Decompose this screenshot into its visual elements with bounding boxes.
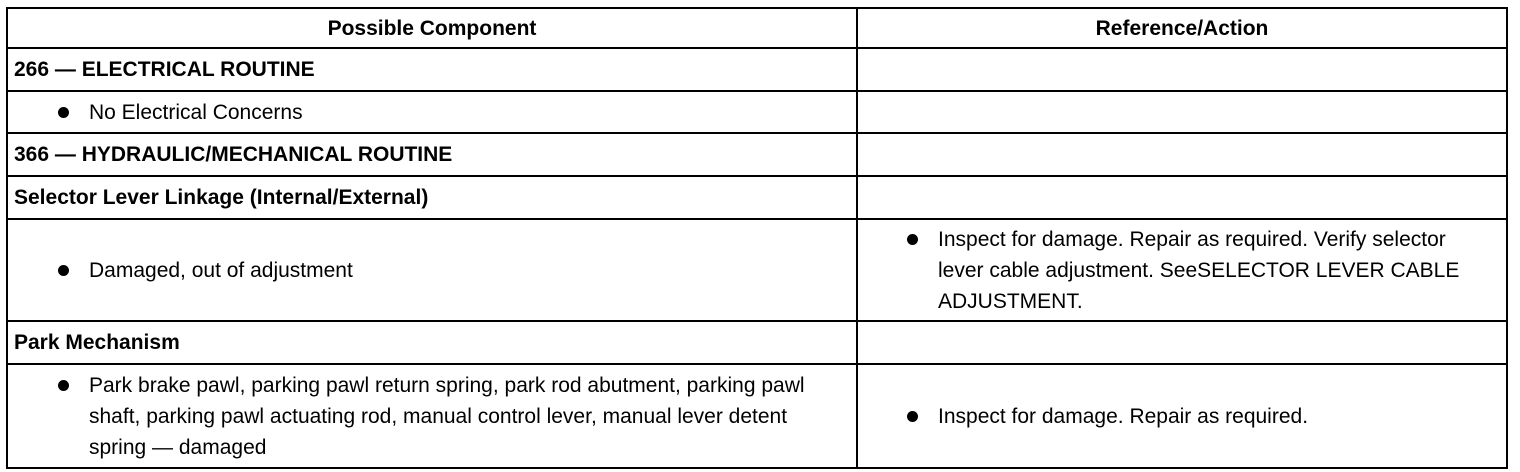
action-cell	[857, 133, 1507, 176]
table-row	[7, 364, 1507, 468]
component-cell	[7, 364, 857, 468]
component-text: No Electrical Concerns	[89, 100, 303, 124]
section-title: Selector Lever Linkage (Internal/External)	[7, 176, 857, 219]
bullet-icon	[907, 411, 918, 422]
action-cell	[857, 176, 1507, 219]
header-reference-action: Reference/Action	[857, 8, 1507, 48]
table-row	[7, 219, 1507, 321]
component-cell	[7, 91, 857, 133]
action-cell	[857, 48, 1507, 91]
action-text: Inspect for damage. Repair as required. Verify selector lever cable adjustment. SeeSELECTOR LEVER CABLE ADJUSTMENT.	[938, 227, 1460, 313]
bullet-icon	[58, 107, 69, 118]
bullet-icon	[58, 380, 69, 391]
action-cell	[857, 91, 1507, 133]
section-title: 366 — HYDRAULIC/MECHANICAL ROUTINE	[7, 133, 857, 176]
diagnosis-table	[6, 7, 1508, 469]
bullet-icon	[907, 234, 918, 245]
action-cell	[857, 321, 1507, 364]
section-row	[7, 176, 1507, 219]
section-title: Park Mechanism	[7, 321, 857, 364]
section-title: 266 — ELECTRICAL ROUTINE	[7, 48, 857, 91]
header-possible-component: Possible Component	[7, 8, 857, 48]
section-row	[7, 48, 1507, 91]
component-text: Park brake pawl, parking pawl return spring, park rod abutment, parking pawl shaft, parking pawl actuating rod, manual control lever, manual lever detent spring — damaged	[89, 373, 805, 459]
action-text: Inspect for damage. Repair as required.	[938, 404, 1309, 428]
section-row	[7, 133, 1507, 176]
component-cell	[7, 219, 857, 321]
action-cell	[857, 219, 1507, 321]
header-row	[7, 8, 1507, 48]
component-text: Damaged, out of adjustment	[89, 258, 353, 282]
bullet-icon	[58, 265, 69, 276]
table-row	[7, 91, 1507, 133]
action-cell	[857, 364, 1507, 468]
section-row	[7, 321, 1507, 364]
